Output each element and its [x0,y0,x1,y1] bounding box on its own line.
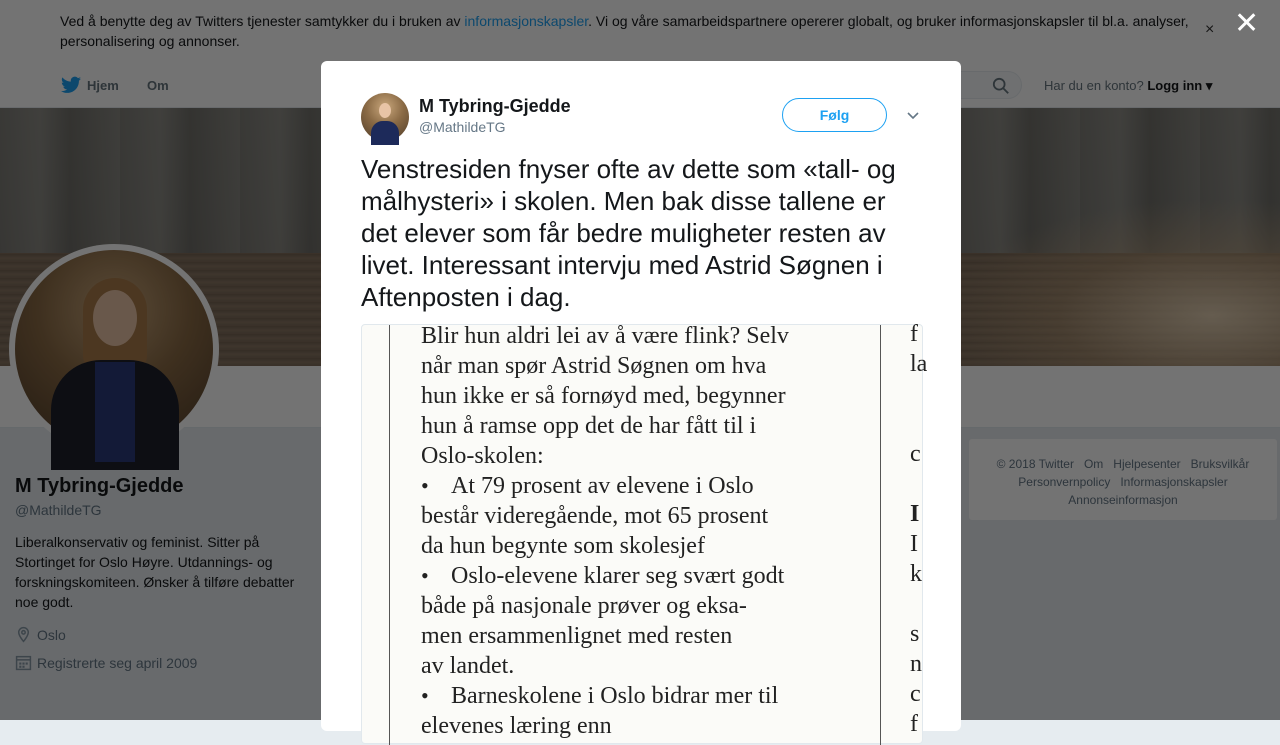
follow-button[interactable]: Følg [782,98,887,132]
clip-edge-letter: s [910,621,920,647]
clip-line: hun ikke er så fornøyd med, begynner [421,383,786,409]
clip-line: men ersammenlignet med resten [421,623,733,649]
clip-edge-letter: I [910,531,918,557]
clip-bullet-item [421,471,871,561]
clip-line: når man spør Astrid Søgnen om hva [421,353,767,379]
chevron-down-icon[interactable] [905,107,921,123]
clip-bullet-text: Oslo-elevene klarer seg svært godt [451,563,785,589]
tweet-avatar-body [371,121,399,145]
clip-bullet-item [421,561,871,681]
clip-edge-letter: k [910,561,922,587]
clip-line: består videregående, mot 65 prosent [421,503,769,529]
clip-edge-letter: f [910,321,918,347]
tweet-avatar-face [379,103,391,118]
tweet-modal [321,61,961,739]
clip-edge-letter: la [910,351,928,377]
tweet-author-handle[interactable]: @MathildeTG [419,119,506,135]
clip-column-rule-left [389,325,390,745]
clip-edge-letter: f [910,711,918,737]
clip-edge-letter: c [910,441,921,467]
clip-edge-letter: n [910,651,922,677]
clip-bullet-line [421,681,871,711]
clip-line: Blir hun aldri lei av å være flink? Selv [421,323,789,349]
tweet-author-name[interactable]: M Tybring-Gjedde [419,96,571,116]
clip-line: både på nasjonale prøver og eksa- [421,593,747,619]
clip-bullet-line [421,561,871,591]
clip-line: da hun begynte som skolesjef [421,533,705,559]
clip-bullet-item [421,681,871,741]
clip-bullet-mark: • [421,473,429,498]
clip-bullet-text: At 79 prosent av elevene i Oslo [451,473,754,499]
clip-edge-letter: c [910,681,921,707]
clip-bullet-mark: • [421,563,429,588]
tweet-text: Venstresiden fnyser ofte av dette som «tall- og målhysteri» i skolen. Men bak disse tallene er det elever som får bedre muligheter resten av livet. Interessant intervju med Astrid Søgnen i Aftenposten i dag. [361,154,896,312]
clip-line: hun å ramse opp det de har fått til i [421,413,757,439]
clip-bullet-line [421,471,871,501]
clip-article-column [421,321,871,741]
clip-edge-letter: I [910,501,920,527]
clip-bullet-mark: • [421,683,429,708]
clip-line: elevenes læring enn [421,713,612,739]
tweet-attached-image[interactable] [361,321,928,744]
clip-line: Oslo-skolen: [421,443,544,469]
clip-line: av landet. [421,653,515,679]
clip-bullet-text: Barneskolene i Oslo bidrar mer til [451,683,779,709]
clip-column-rule-right [880,325,881,745]
tweet-author-avatar[interactable] [361,93,409,141]
close-icon[interactable]: ✕ [1234,7,1260,40]
